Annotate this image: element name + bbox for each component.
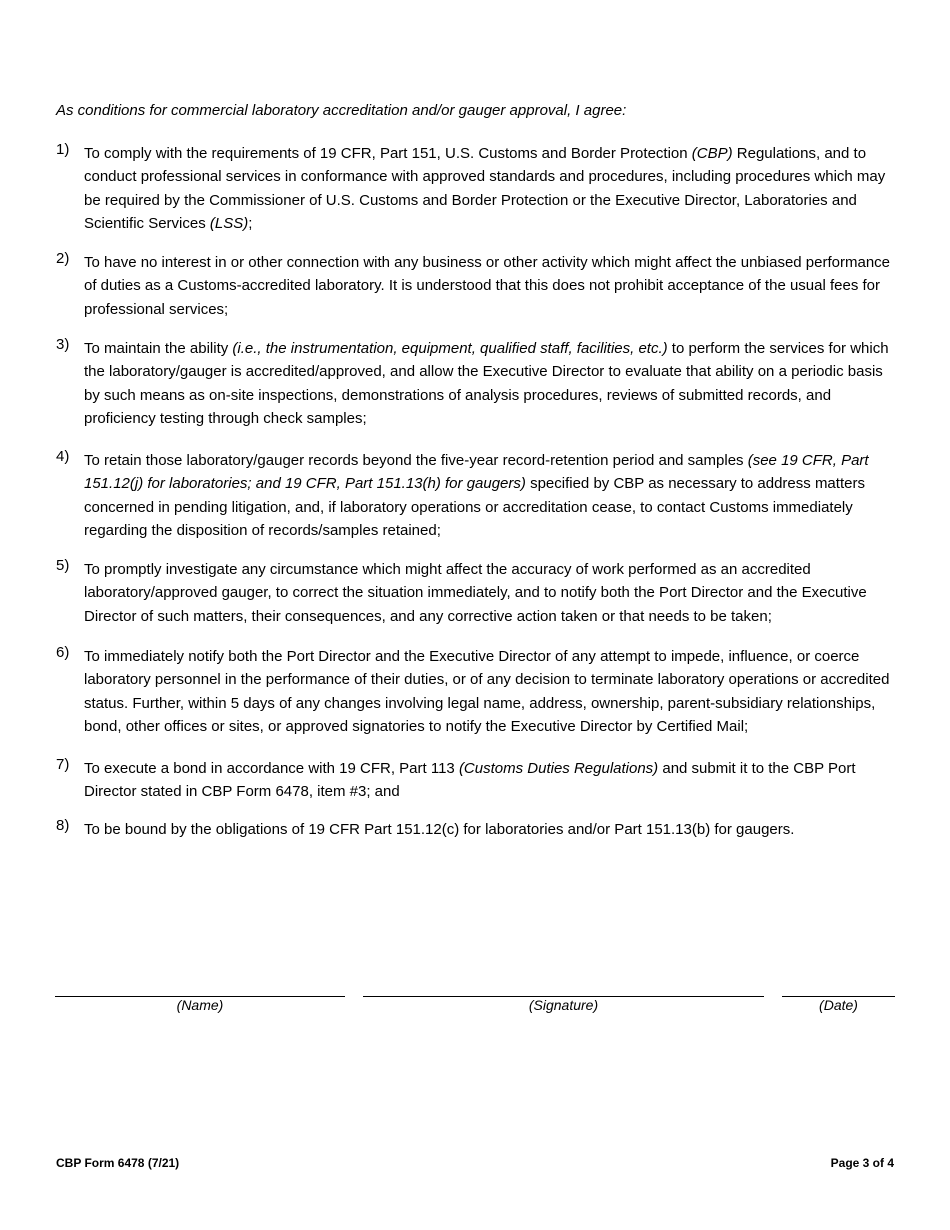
condition-item-3: [56, 337, 896, 430]
item-text: To be bound by the obligations of 19 CFR Part 151.12(c) for laboratories and/or Part 151.13(b) for gaugers.: [84, 821, 795, 838]
condition-item-6: [56, 645, 896, 738]
condition-item-8: [56, 818, 896, 841]
condition-item-2: [56, 251, 896, 321]
date-label: (Date): [819, 997, 858, 1013]
condition-item-4: [56, 449, 896, 542]
condition-item-1: [56, 142, 896, 235]
item-text: To immediately notify both the Port Director and the Executive Director of any attempt to impede, influence, or coerce laboratory personnel in the performance of their duties, or of any decision to terminate laboratory operations or accredited status. Further, within 5 days of any changes involving legal name, address, ownership, parent-subsidiary relationships, bond, other offices or sites, or approved signatories to notify the Executive Director by Certified Mail;: [84, 648, 890, 735]
condition-item-5: [56, 558, 896, 628]
name-label: (Name): [176, 997, 224, 1013]
item-number: 8): [56, 817, 70, 834]
item-text: To execute a bond in accordance with 19 CFR, Part 113 (Customs Duties Regulations) and submit it to the CBP Port Director stated in CBP Form 6478, item #3; and: [84, 760, 856, 801]
signature-label: (Signature): [528, 997, 599, 1013]
item-text: To maintain the ability (i.e., the instrumentation, equipment, qualified staff, facilities, etc.) to perform the services for which the laboratory/gauger is accredited/approved, and allow the Executive Director to evaluate that ability on a periodic basis by such means as on-site inspections, demonstrations of analysis procedures, reviews of submitted records, and proficiency testing through check samples;: [84, 340, 889, 427]
item-number: 6): [56, 644, 70, 661]
item-number: 7): [56, 756, 70, 773]
item-number: 3): [56, 336, 70, 353]
page-number: Page 3 of 4: [830, 1156, 894, 1170]
item-number: 1): [56, 141, 70, 158]
item-number: 4): [56, 448, 70, 465]
item-text: To retain those laboratory/gauger records beyond the five-year record-retention period and samples (see 19 CFR, Part 151.12(j) for laboratories; and 19 CFR, Part 151.13(h) for gaugers) specified by CBP as necessary to address matters concerned in pending litigation, and, if laboratory operations or accreditation cease, to contact Customs immediately regarding the disposition of records/samples retained;: [84, 452, 869, 539]
item-text: To have no interest in or other connection with any business or other activity which might affect the unbiased performance of duties as a Customs-accredited laboratory. It is understood that this does not prohibit acceptance of the usual fees for professional services;: [84, 254, 891, 318]
item-number: 2): [56, 250, 70, 267]
item-number: 5): [56, 557, 70, 574]
intro-statement: As conditions for commercial laboratory accreditation and/or gauger approval, I agree:: [56, 102, 627, 119]
condition-item-7: [56, 757, 896, 804]
form-identifier: CBP Form 6478 (7/21): [56, 1156, 180, 1170]
item-text: To comply with the requirements of 19 CFR, Part 151, U.S. Customs and Border Protection (CBP) Regulations, and to conduct professional services in conformance with approved standards and procedures, including procedures which may be required by the Commissioner of U.S. Customs and Border Protection or the Executive Director, Laboratories and Scientific Services (LSS);: [84, 145, 886, 232]
item-text: To promptly investigate any circumstance which might affect the accuracy of work performed as an accredited laboratory/approved gauger, to correct the situation immediately, and to notify both the Port Director and the Executive Director of such matters, their consequences, and any corrective action taken or that needs to be taken;: [84, 561, 867, 625]
